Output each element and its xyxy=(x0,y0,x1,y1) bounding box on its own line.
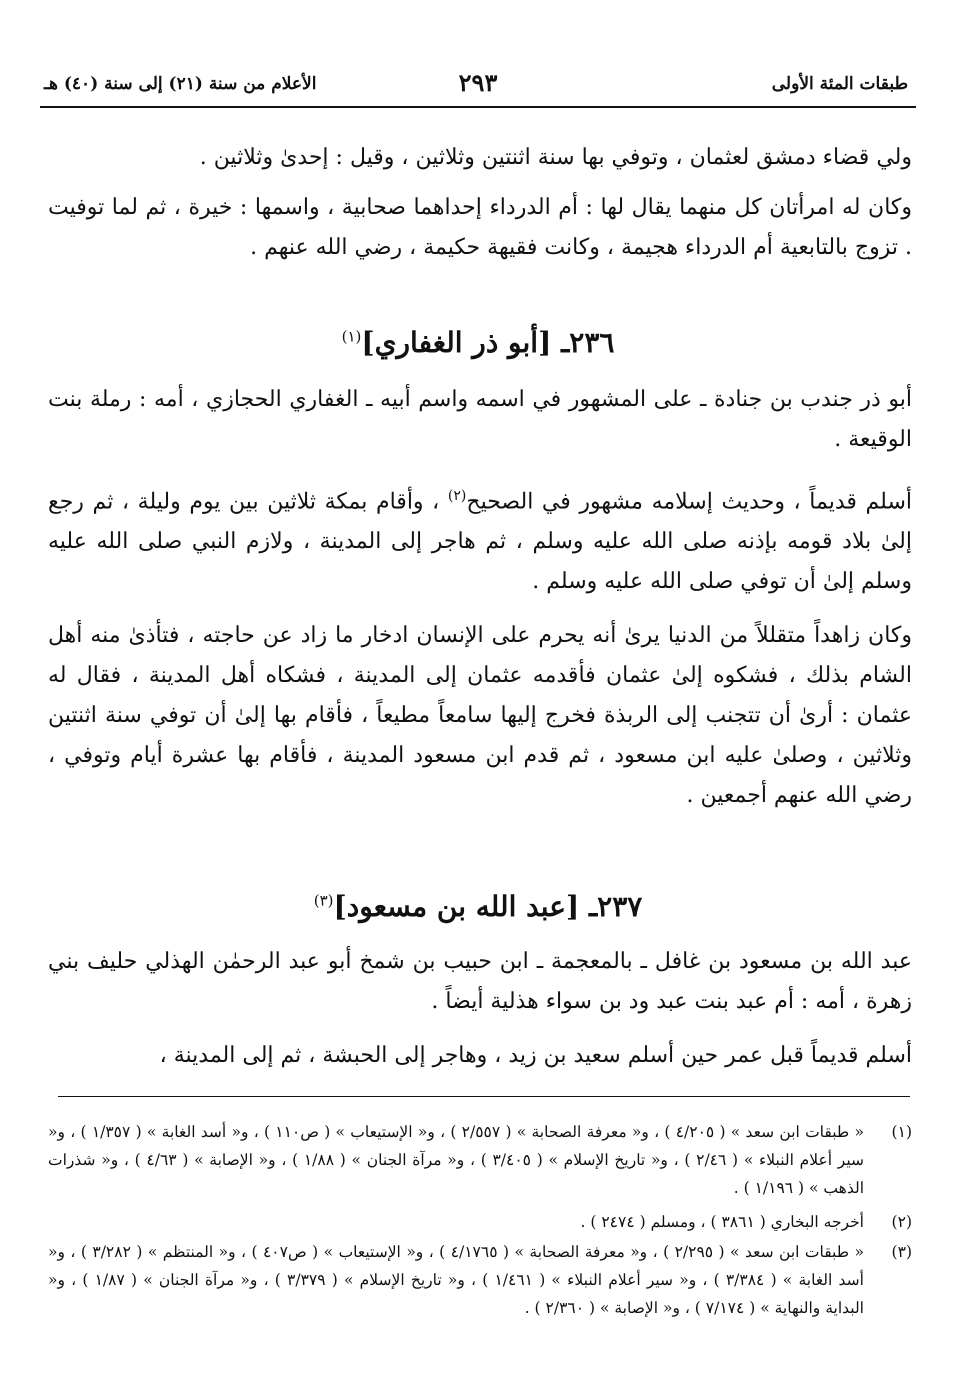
footnote-ref: (١) xyxy=(341,327,362,346)
entry-heading-236 xyxy=(0,326,956,359)
footnote-number: (١) xyxy=(891,1123,912,1141)
paragraph: وكان زاهداً متقللاً من الدنيا يرىٰ أنه يحرم على الإنسان ادخار ما زاد عن حاجته ، فتأذىٰ منه أهل الشام بذلك ، فشكوه إلىٰ عثمان فأقدمه عثمان إلى المدينة ، فشكاه أهل المدينة ، فقال له عثمان : أرىٰ أن تتجنب إلى الربذة فخرج إليها سامعاً مطيعاً ، فأقام بها إلىٰ أن توفي سنة اثنتين وثلاثين ، وصلىٰ عليه ابن مسعود ، ثم قدم ابن مسعود المدينة ، فأقام بها عشرة أيام وتوفي ، رضي الله عنهم أجمعين . xyxy=(48,623,912,808)
footnote-text: « طبقات ابن سعد » ( ٤/٢٠٥ ) ، و« معرفة الصحابة » ( ٢/٥٥٧ ) ، و« الإستيعاب » ( ص١١٠ ) ، و« أسد الغابة » ( ١/٣٥٧ ) ، و« سير أعلام النبلاء » ( ٢/٤٦ ) ، و« تاريخ الإسلام » ( ٣/٤٠٥ ) ، و« مرآة الجنان » ( ١/٨٨ ) ، و« الإصابة » ( ٤/٦٣ ) ، و« شذرات الذهب » ( ١/١٩٦ ) . xyxy=(48,1123,865,1197)
paragraph: عبد الله بن مسعود بن غافل ـ بالمعجمة ـ ابن حبيب بن شمخ أبو عبد الرحمٰن الهذلي حليف بني زهرة ، أمه : أم عبد بنت عبد ود بن سواء هذلية أيضاً . xyxy=(48,949,912,1014)
page-number: ٢٩٣ xyxy=(458,68,498,97)
paragraph: وكان له امرأتان كل منهما يقال لها : أم الدرداء إحداهما صحابية ، واسمها : خيرة ، ثم لما توفيت . تزوج بالتابعية أم الدرداء هجيمة ، وكانت فقيهة حكيمة ، رضي الله عنهم . xyxy=(48,195,912,260)
paragraph-text: ، وأقام بمكة ثلاثين بين يوم وليلة ، ثم رجع إلىٰ بلاد قومه بإذنه صلى الله عليه وسلم ، ثم هاجر إلى المدينة ، ولازم النبي صلى الله عليه وسلم إلىٰ أن توفي صلى الله عليه وسلم . xyxy=(48,489,912,595)
footnote xyxy=(48,1238,912,1322)
book-section-title: طبقات المئة الأولى xyxy=(771,74,908,94)
footnote xyxy=(48,1118,912,1202)
footnote-number: (٢) xyxy=(891,1213,912,1231)
entry-heading-text: ٢٣٦ـ [أبو ذر الغفاري] xyxy=(361,326,615,359)
paragraph: ولي قضاء دمشق لعثمان ، وتوفي بها سنة اثنتين وثلاثين ، وقيل : إحدىٰ وثلاثين . xyxy=(199,145,912,170)
paragraph: أسلم قديماً قبل عمر حين أسلم سعيد بن زيد ، وهاجر إلى الحبشة ، ثم إلى المدينة ، xyxy=(159,1043,912,1068)
footnote xyxy=(48,1208,912,1236)
entry-heading-237 xyxy=(0,890,956,923)
paragraph xyxy=(48,476,912,602)
running-header xyxy=(40,68,916,108)
chapter-range-title: الأعلام من سنة (٢١) إلى سنة (٤٠) هـ xyxy=(44,74,317,94)
footnote-ref: (٣) xyxy=(313,891,334,910)
entry-heading-text: ٢٣٧ـ [عبد الله بن مسعود] xyxy=(333,890,643,923)
paragraph-text: أسلم قديماً ، وحديث إسلامه مشهور في الصحيح xyxy=(466,489,912,515)
paragraph: أبو ذر جندب بن جنادة ـ على المشهور في اسمه واسم أبيه ـ الغفاري الحجازي ، أمه : رملة بنت الوقيعة . xyxy=(48,387,912,452)
footnote-ref: (٢) xyxy=(447,488,467,504)
footnote-separator xyxy=(58,1096,910,1097)
footnote-number: (٣) xyxy=(891,1243,912,1261)
footnote-text: « طبقات ابن سعد » ( ٢/٢٩٥ ) ، و« معرفة الصحابة » ( ٤/١٧٦٥ ) ، و« الإستيعاب » ( ص٤٠٧ ) ، و« المنتظم » ( ٣/٢٨٢ ) ، و« أسد الغابة » ( ٣/٣٨٤ ) ، و« سير أعلام النبلاء » ( ١/٤٦١ ) ، و« تاريخ الإسلام » ( ٣/٣٧٩ ) ، و« مرآة الجنان » ( ١/٨٧ ) ، و« البداية والنهاية » ( ٧/١٧٤ ) ، و« الإصابة » ( ٢/٣٦٠ ) . xyxy=(48,1243,865,1317)
footnote-text: أخرجه البخاري ( ٣٨٦١ ) ، ومسلم ( ٢٤٧٤ ) . xyxy=(580,1213,864,1231)
